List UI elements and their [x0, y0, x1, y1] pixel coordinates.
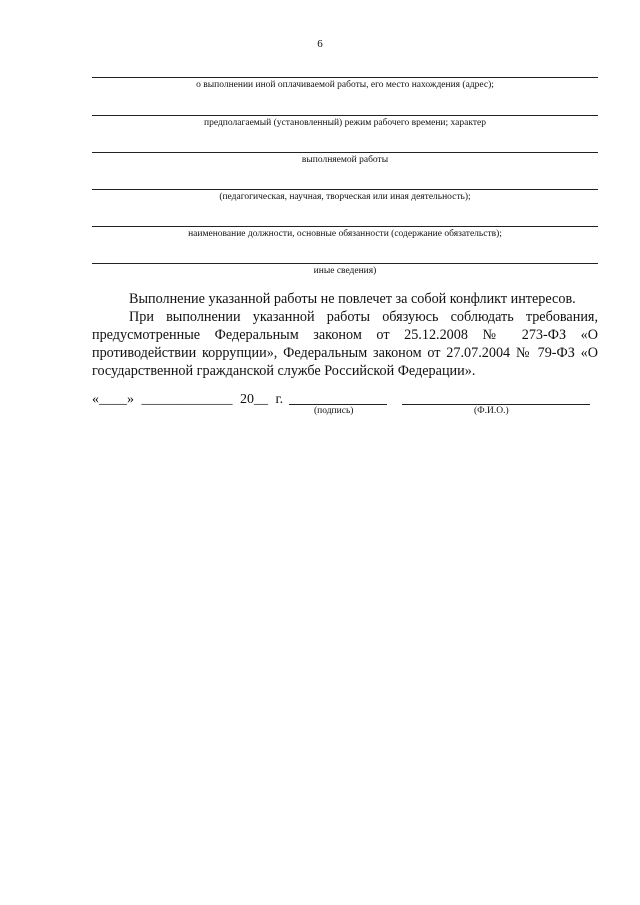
- fill-rule: [92, 189, 598, 190]
- year-blank: __: [254, 392, 268, 407]
- fill-line-1: [92, 77, 598, 90]
- year-suffix: г.: [275, 392, 284, 407]
- name-caption: (Ф.И.О.): [474, 406, 509, 416]
- signature-caption: (подпись): [314, 406, 354, 416]
- fill-caption: (педагогическая, научная, творческая или иная деятельность);: [219, 192, 471, 202]
- fill-line-2: [92, 115, 598, 128]
- year-prefix: 20: [240, 392, 254, 407]
- fill-line-3: [92, 152, 598, 165]
- fill-rule: [92, 263, 598, 264]
- day-blank: ____: [99, 392, 127, 407]
- fill-caption: иные сведения): [313, 266, 377, 276]
- page-number: 6: [317, 38, 323, 50]
- fill-rule: [92, 152, 598, 153]
- fill-rule: [92, 115, 598, 116]
- fill-line-5: [92, 226, 598, 239]
- fill-rule: [92, 226, 598, 227]
- date-close-quote: »: [127, 392, 134, 407]
- fill-caption: о выполнении иной оплачиваемой работы, его место нахождения (адрес);: [196, 80, 494, 90]
- date-open-quote: «: [92, 392, 99, 407]
- paragraph-no-conflict: Выполнение указанной работы не повлечет за собой конфликт интересов.: [129, 291, 576, 307]
- paragraph-obligation: При выполнении указанной работы обязуюсь соблюдать требования, предусмотренные Федеральным законом от 25.12.2008 № 273-ФЗ «О противодействии коррупции», Федеральным законом от 27.07.2004 № 79-ФЗ «О государственной гражданской службе Российской Федерации».: [92, 309, 598, 379]
- fill-line-6: [92, 263, 598, 276]
- fill-line-4: [92, 189, 598, 202]
- signature-line: [289, 404, 387, 405]
- fill-rule: [92, 77, 598, 78]
- body-text: [92, 290, 598, 380]
- fill-caption: наименование должности, основные обязанности (содержание обязательств);: [188, 229, 502, 239]
- fill-caption: выполняемой работы: [301, 155, 389, 165]
- fill-caption: предполагаемый (установленный) режим рабочего времени; характер: [204, 118, 486, 128]
- name-line: [402, 404, 590, 405]
- month-blank: _____________: [141, 392, 233, 407]
